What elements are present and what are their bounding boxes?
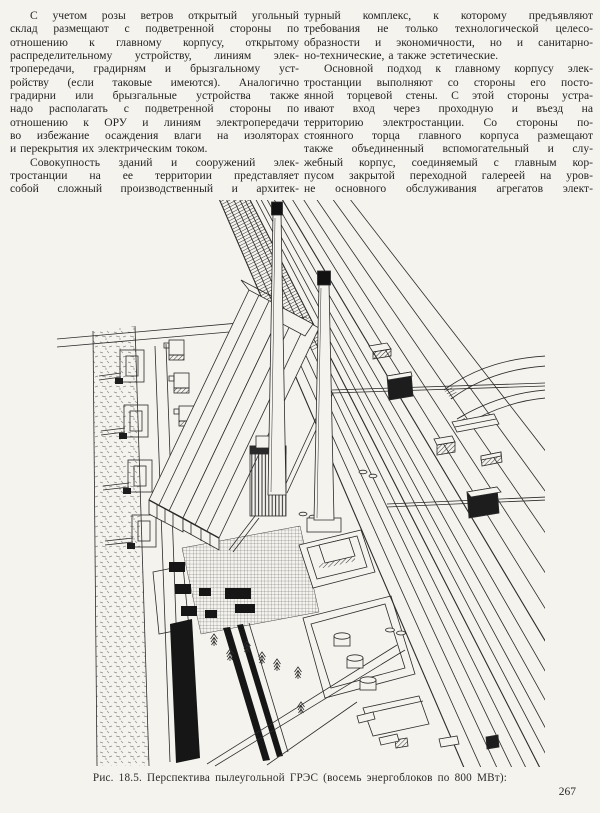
text-line: не основного обслуживания агрегатов элект- (304, 182, 593, 196)
text-line: стоянного торца главного корпуса размещают (304, 129, 593, 143)
text-line: образности и экономичности, но и санитарно- (304, 35, 593, 49)
coal-piles (170, 619, 283, 763)
figure-18-5-illustration (57, 200, 545, 767)
text-line: во избежание осаждения влаги на изоляторах (10, 129, 299, 143)
text-line: Совокупность зданий и сооружений элек- (30, 155, 299, 169)
text-line: тростанции выполняют со стороны его посто- (304, 75, 593, 89)
figure-caption: Рис. 18.5. Перспектива пылеугольной ГРЭС (восемь энергоблоков по 800 МВт): (92, 772, 508, 784)
text-line: ивают вход через проходную и въезд на (304, 102, 593, 116)
text-line: отношению к ОРУ и линиям электропередачи (10, 115, 299, 129)
text-line: собой сложный производственный и архитек- (10, 182, 299, 196)
tank-farm (303, 596, 415, 698)
text-line: требования не только технологической целесо- (304, 22, 593, 36)
text-line: но-технические, а также эстетические. (304, 49, 499, 63)
text-line: и перекрытия их электрическим током. (10, 142, 208, 156)
text-line: отношению к главному корпусу, открытому (10, 35, 299, 49)
text-line: Основной подход к главному корпусу элек- (324, 62, 593, 76)
text-line: янной торцевой стены. С этой стороны устра- (304, 89, 593, 103)
water-area (93, 326, 149, 766)
coal-yard (153, 526, 319, 763)
text-line: тростанции на ее территории представляет (10, 169, 299, 183)
text-line: С учетом розы ветров открытый угольный (30, 9, 299, 22)
service-building (299, 530, 375, 588)
text-line: тропередачи, градирням и брызгальному уст- (10, 62, 299, 76)
text-column-right (304, 9, 593, 196)
text-line: турный комплекс, к которому предъявляют (304, 9, 593, 22)
page-number: 267 (558, 786, 576, 798)
text-column-left (10, 9, 299, 196)
text-line: надо располагать с подветренной стороны по (10, 102, 299, 116)
text-line: склад размещают с подветренной стороны по (10, 22, 299, 36)
chimney-2 (307, 271, 341, 532)
text-line: территорию электростанции. Со стороны по- (304, 115, 593, 129)
oil-tank (334, 628, 406, 690)
text-line: жебный корпус, соединяемый с главным кор- (304, 155, 593, 169)
text-line: градирни или брызгальные устройства также (10, 89, 299, 103)
text-line: пусом закрытой переходной галереей на уров- (304, 169, 593, 183)
text-line: распределительному устройству, линиям элек- (10, 49, 299, 63)
text-line: также объединенный вспомогательный и слу- (304, 142, 593, 156)
text-line: ройству (если таковые имеются). Аналогично (10, 75, 299, 89)
main-building (149, 280, 319, 550)
